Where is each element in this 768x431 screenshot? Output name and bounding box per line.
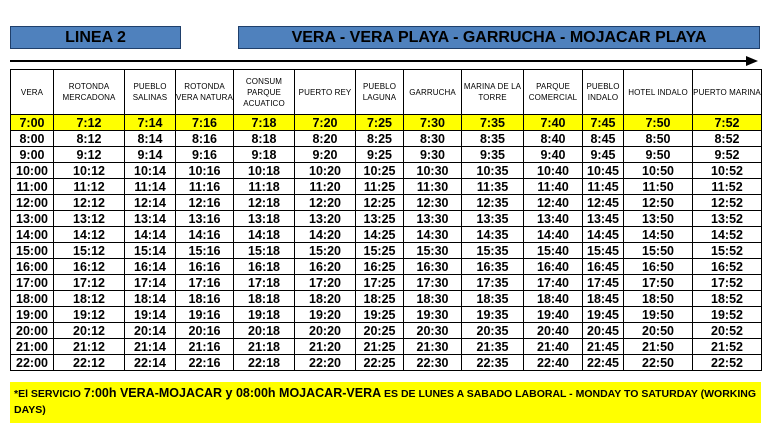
departure-time: 7:14 [125,115,176,131]
departure-time: 12:25 [356,195,404,211]
departure-time: 14:16 [176,227,234,243]
departure-time: 18:40 [524,291,583,307]
departure-time: 12:30 [404,195,462,211]
departure-time: 15:45 [583,243,624,259]
departure-time: 16:40 [524,259,583,275]
departure-time: 11:00 [11,179,54,195]
departure-time: 12:14 [125,195,176,211]
departure-time: 14:20 [295,227,356,243]
departure-time: 12:45 [583,195,624,211]
departure-row [11,323,762,339]
departure-time: 11:30 [404,179,462,195]
departure-time: 18:35 [462,291,524,307]
departure-time: 13:50 [624,211,693,227]
stop-header: HOTEL INDALO [624,70,693,115]
departure-time: 19:12 [54,307,125,323]
departure-time: 20:40 [524,323,583,339]
departure-time: 9:52 [693,147,762,163]
departure-time: 19:25 [356,307,404,323]
departure-time: 18:30 [404,291,462,307]
departure-time: 18:00 [11,291,54,307]
departure-time: 15:35 [462,243,524,259]
departure-time: 10:20 [295,163,356,179]
departure-time: 18:25 [356,291,404,307]
departure-time: 16:30 [404,259,462,275]
departure-time: 17:14 [125,275,176,291]
line-label: LINEA 2 [10,26,181,49]
departure-time: 7:50 [624,115,693,131]
departure-time: 10:14 [125,163,176,179]
departure-time: 18:50 [624,291,693,307]
departure-time: 8:30 [404,131,462,147]
stop-header: PUERTO MARINA [693,70,762,115]
departure-time: 14:25 [356,227,404,243]
departure-time: 17:50 [624,275,693,291]
departure-time: 7:35 [462,115,524,131]
departure-time: 8:14 [125,131,176,147]
departure-time: 8:40 [524,131,583,147]
departure-time: 20:30 [404,323,462,339]
departure-time: 12:50 [624,195,693,211]
departure-row [11,227,762,243]
departure-time: 15:40 [524,243,583,259]
departure-time: 14:40 [524,227,583,243]
departure-time: 12:40 [524,195,583,211]
departure-time: 9:00 [11,147,54,163]
departure-row [11,355,762,371]
departure-time: 17:40 [524,275,583,291]
departure-time: 15:20 [295,243,356,259]
timetable-body [11,115,762,371]
departure-time: 11:20 [295,179,356,195]
departure-time: 14:14 [125,227,176,243]
departure-time: 19:45 [583,307,624,323]
departure-time: 19:35 [462,307,524,323]
departure-time: 11:18 [234,179,295,195]
departure-time: 11:25 [356,179,404,195]
departure-time: 13:35 [462,211,524,227]
departure-time: 21:20 [295,339,356,355]
stop-header: CONSUM PARQUE ACUATICO [234,70,295,115]
departure-time: 22:20 [295,355,356,371]
departure-time: 20:14 [125,323,176,339]
departure-time: 21:12 [54,339,125,355]
departure-time: 12:35 [462,195,524,211]
departure-row [11,195,762,211]
departure-time: 14:35 [462,227,524,243]
stop-header: ROTONDA MERCADONA [54,70,125,115]
departure-time: 17:35 [462,275,524,291]
departure-time: 10:16 [176,163,234,179]
departure-time: 8:00 [11,131,54,147]
note-highlight: 7:00h VERA-MOJACAR y 08:00h MOJACAR-VERA [83,386,382,400]
departure-time: 14:30 [404,227,462,243]
departure-time: 20:18 [234,323,295,339]
departure-row [11,179,762,195]
departure-time: 10:25 [356,163,404,179]
departure-time: 10:50 [624,163,693,179]
departure-time: 9:16 [176,147,234,163]
departure-time: 13:25 [356,211,404,227]
departure-time: 21:25 [356,339,404,355]
departure-time: 10:00 [11,163,54,179]
departure-time: 7:12 [54,115,125,131]
departure-time: 17:52 [693,275,762,291]
departure-row [11,259,762,275]
departure-time: 15:50 [624,243,693,259]
departure-time: 17:12 [54,275,125,291]
departure-time: 9:25 [356,147,404,163]
departure-time: 18:12 [54,291,125,307]
departure-row [11,163,762,179]
departure-time: 15:52 [693,243,762,259]
departure-time: 20:52 [693,323,762,339]
departure-time: 12:18 [234,195,295,211]
departure-time: 10:18 [234,163,295,179]
departure-time: 18:18 [234,291,295,307]
departure-time: 22:14 [125,355,176,371]
departure-time: 8:25 [356,131,404,147]
departure-row [11,211,762,227]
departure-time: 10:45 [583,163,624,179]
service-note [10,382,761,423]
route-label: VERA - VERA PLAYA - GARRUCHA - MOJACAR PLAYA [238,26,760,49]
departure-row [11,275,762,291]
departure-time: 7:25 [356,115,404,131]
departure-time: 16:16 [176,259,234,275]
departure-time: 20:20 [295,323,356,339]
departure-time: 21:45 [583,339,624,355]
departure-time: 7:45 [583,115,624,131]
stop-header: MARINA DE LA TORRE [462,70,524,115]
departure-time: 15:14 [125,243,176,259]
departure-time: 13:12 [54,211,125,227]
departure-time: 15:12 [54,243,125,259]
departure-time: 12:52 [693,195,762,211]
departure-time: 8:50 [624,131,693,147]
departure-time: 21:18 [234,339,295,355]
departure-time: 16:35 [462,259,524,275]
departure-time: 20:50 [624,323,693,339]
departure-time: 15:00 [11,243,54,259]
stop-header: PUEBLO SALINAS [125,70,176,115]
stop-header: PARQUE COMERCIAL [524,70,583,115]
departure-time: 16:20 [295,259,356,275]
departure-row [11,147,762,163]
departure-time: 19:50 [624,307,693,323]
departure-time: 9:18 [234,147,295,163]
departure-time: 10:12 [54,163,125,179]
timetable [10,69,762,371]
departure-time: 18:16 [176,291,234,307]
departure-time: 16:25 [356,259,404,275]
departure-time: 16:14 [125,259,176,275]
departure-time: 19:16 [176,307,234,323]
departure-time: 20:45 [583,323,624,339]
stop-header: VERA [11,70,54,115]
departure-time: 21:30 [404,339,462,355]
departure-time: 17:16 [176,275,234,291]
departure-row [11,115,762,131]
departure-time: 22:12 [54,355,125,371]
departure-time: 16:00 [11,259,54,275]
departure-time: 22:40 [524,355,583,371]
departure-time: 15:25 [356,243,404,259]
departure-row [11,243,762,259]
departure-time: 10:35 [462,163,524,179]
departure-time: 16:18 [234,259,295,275]
departure-time: 22:30 [404,355,462,371]
departure-time: 7:52 [693,115,762,131]
departure-time: 11:14 [125,179,176,195]
departure-time: 17:18 [234,275,295,291]
departure-time: 16:50 [624,259,693,275]
departure-time: 17:20 [295,275,356,291]
departure-time: 9:35 [462,147,524,163]
departure-time: 11:16 [176,179,234,195]
departure-row [11,307,762,323]
departure-time: 20:25 [356,323,404,339]
departure-time: 12:00 [11,195,54,211]
departure-time: 22:18 [234,355,295,371]
departure-time: 11:35 [462,179,524,195]
departure-time: 19:14 [125,307,176,323]
departure-time: 7:18 [234,115,295,131]
departure-time: 11:45 [583,179,624,195]
departure-time: 8:45 [583,131,624,147]
departure-time: 8:18 [234,131,295,147]
departure-time: 18:52 [693,291,762,307]
departure-time: 11:12 [54,179,125,195]
departure-time: 7:00 [11,115,54,131]
departure-time: 14:00 [11,227,54,243]
right-arrow-icon [10,54,758,68]
departure-time: 7:16 [176,115,234,131]
departure-time: 19:20 [295,307,356,323]
departure-time: 18:20 [295,291,356,307]
note-prefix: *El SERVICIO [14,388,84,400]
departure-time: 13:16 [176,211,234,227]
stop-header: PUERTO REY [295,70,356,115]
departure-time: 10:30 [404,163,462,179]
departure-time: 13:52 [693,211,762,227]
departure-time: 8:35 [462,131,524,147]
departure-time: 7:40 [524,115,583,131]
departure-time: 8:12 [54,131,125,147]
departure-time: 16:12 [54,259,125,275]
departure-time: 13:20 [295,211,356,227]
departure-time: 9:50 [624,147,693,163]
departure-time: 8:20 [295,131,356,147]
departure-time: 22:50 [624,355,693,371]
departure-time: 20:12 [54,323,125,339]
departure-time: 14:18 [234,227,295,243]
departure-time: 13:30 [404,211,462,227]
departure-time: 22:35 [462,355,524,371]
departure-time: 20:00 [11,323,54,339]
departure-time: 21:40 [524,339,583,355]
departure-time: 20:16 [176,323,234,339]
departure-time: 22:52 [693,355,762,371]
departure-time: 9:40 [524,147,583,163]
departure-time: 19:30 [404,307,462,323]
stop-header-row [11,70,762,115]
departure-time: 19:52 [693,307,762,323]
departure-time: 12:12 [54,195,125,211]
departure-time: 11:52 [693,179,762,195]
departure-time: 21:14 [125,339,176,355]
departure-time: 13:45 [583,211,624,227]
departure-time: 16:52 [693,259,762,275]
departure-time: 21:16 [176,339,234,355]
departure-time: 17:45 [583,275,624,291]
departure-time: 17:00 [11,275,54,291]
departure-time: 20:35 [462,323,524,339]
departure-time: 9:30 [404,147,462,163]
departure-time: 14:45 [583,227,624,243]
departure-time: 16:45 [583,259,624,275]
departure-time: 19:18 [234,307,295,323]
stop-header: PUEBLO LAGUNA [356,70,404,115]
note-suffix: ES DE LUNES A SABADO LABORAL - MONDAY TO SATURDAY (WORKING DAYS) [14,388,757,416]
departure-time: 7:20 [295,115,356,131]
departure-time: 9:12 [54,147,125,163]
departure-time: 15:16 [176,243,234,259]
departure-time: 19:40 [524,307,583,323]
departure-time: 22:25 [356,355,404,371]
departure-time: 9:14 [125,147,176,163]
departure-time: 21:35 [462,339,524,355]
departure-time: 12:20 [295,195,356,211]
departure-time: 8:16 [176,131,234,147]
departure-time: 7:30 [404,115,462,131]
departure-time: 22:00 [11,355,54,371]
departure-time: 13:14 [125,211,176,227]
departure-time: 14:52 [693,227,762,243]
departure-row [11,131,762,147]
departure-time: 13:18 [234,211,295,227]
departure-time: 9:45 [583,147,624,163]
departure-time: 18:14 [125,291,176,307]
departure-time: 9:20 [295,147,356,163]
departure-time: 15:18 [234,243,295,259]
departure-time: 17:30 [404,275,462,291]
departure-time: 15:30 [404,243,462,259]
departure-time: 12:16 [176,195,234,211]
departure-time: 21:50 [624,339,693,355]
departure-time: 11:40 [524,179,583,195]
departure-time: 21:52 [693,339,762,355]
departure-time: 19:00 [11,307,54,323]
departure-time: 10:52 [693,163,762,179]
departure-time: 21:00 [11,339,54,355]
departure-row [11,339,762,355]
departure-time: 18:45 [583,291,624,307]
stop-header: PUEBLO INDALO [583,70,624,115]
departure-time: 13:00 [11,211,54,227]
departure-time: 13:40 [524,211,583,227]
stop-header: ROTONDA VERA NATURA [176,70,234,115]
departure-time: 22:16 [176,355,234,371]
departure-time: 8:52 [693,131,762,147]
departure-time: 11:50 [624,179,693,195]
departure-row [11,291,762,307]
stop-header: GARRUCHA [404,70,462,115]
departure-time: 14:12 [54,227,125,243]
departure-time: 10:40 [524,163,583,179]
departure-time: 22:45 [583,355,624,371]
departure-time: 17:25 [356,275,404,291]
departure-time: 14:50 [624,227,693,243]
